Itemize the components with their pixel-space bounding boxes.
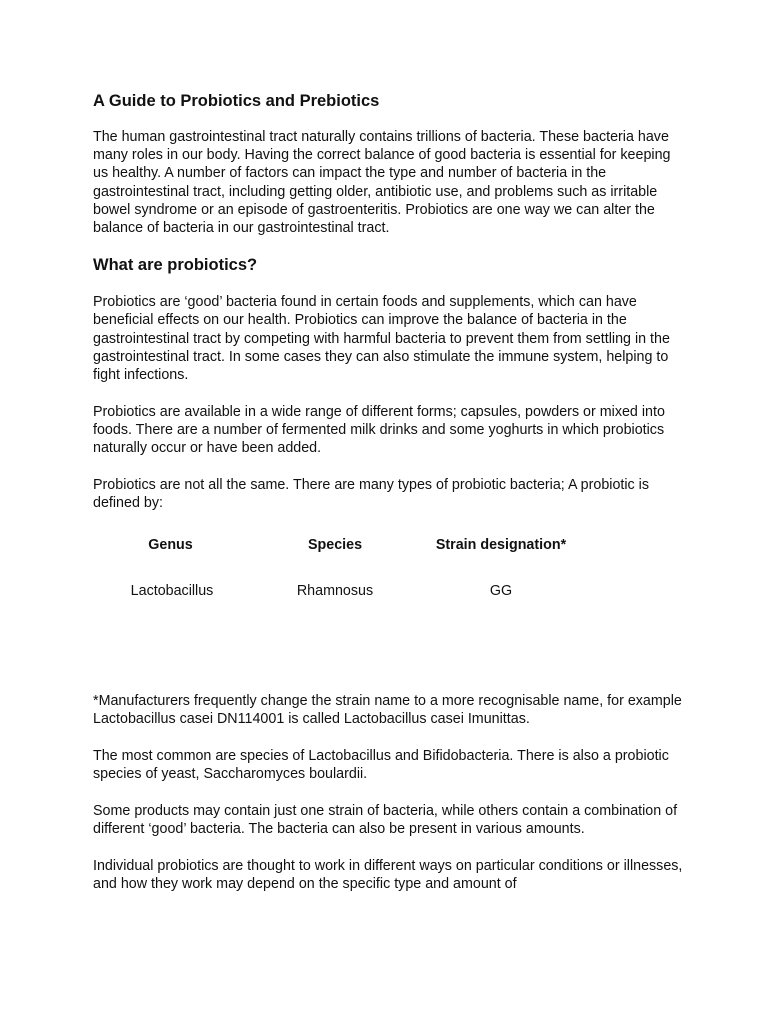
table-header-strain: Strain designation* <box>435 537 567 554</box>
paragraph-common-species: The most common are species of Lactobacillus and Bifidobacteria. There is also a probiotic species of yeast, Saccharomyces boulardii. <box>93 748 669 783</box>
paragraph-forms: Probiotics are available in a wide range of different forms; capsules, powders or mixed into foods. There are a number of fermented milk drinks and some yoghurts in which probiotics naturally occur or have been added. <box>93 403 665 457</box>
table-cell-strain: GG <box>489 583 513 600</box>
paragraph-good-bacteria: Probiotics are ‘good’ bacteria found in certain foods and supplements, which can have beneficial effects on our health. Probiotics can improve the balance of bacteria in the gastrointestinal tract by competing with harmful bacteria to prevent them from settling in the gastrointestinal tract. In some cases they can also stimulate the immune system, helping to fight infections. <box>93 294 670 384</box>
table-cell-genus: Lactobacillus <box>130 583 214 600</box>
table-header-genus: Genus <box>148 537 193 554</box>
table-header-species: Species <box>307 537 363 554</box>
document-title: A Guide to Probiotics and Prebiotics <box>93 92 380 110</box>
footnote-strain-names: *Manufacturers frequently change the strain name to a more recognisable name, for example Lactobacillus casei DN114001 is called Lactobacillus casei Imunittas. <box>93 693 682 728</box>
document-page <box>93 91 683 893</box>
paragraph-individual-probiotics: Individual probiotics are thought to work in different ways on particular conditions or illnesses, and how they work may depend on the specific type and amount of <box>93 857 683 893</box>
paragraph-strain-combinations: Some products may contain just one strain of bacteria, while others contain a combination of different ‘good’ bacteria. The bacteria can also be present in various amounts. <box>93 803 678 838</box>
probiotic-definition-table <box>93 512 683 692</box>
table-cell-species: Rhamnosus <box>296 583 374 600</box>
intro-paragraph: The human gastrointestinal tract naturally contains trillions of bacteria. These bacteria have many roles in our body. Having the correct balance of good bacteria is essential for keeping us healthy. A number of factors can impact the type and number of bacteria in the gastrointestinal tract, including getting older, antibiotic use, and problems such as irritable bowel syndrome or an episode of gastroenteritis. Probiotics are one way we can alter the balance of bacteria in our gastrointestinal tract. <box>93 129 671 237</box>
section-heading-what-are-probiotics: What are probiotics? <box>93 256 258 275</box>
paragraph-defined-by: Probiotics are not all the same. There are many types of probiotic bacteria; A probiotic is defined by: <box>93 476 650 512</box>
